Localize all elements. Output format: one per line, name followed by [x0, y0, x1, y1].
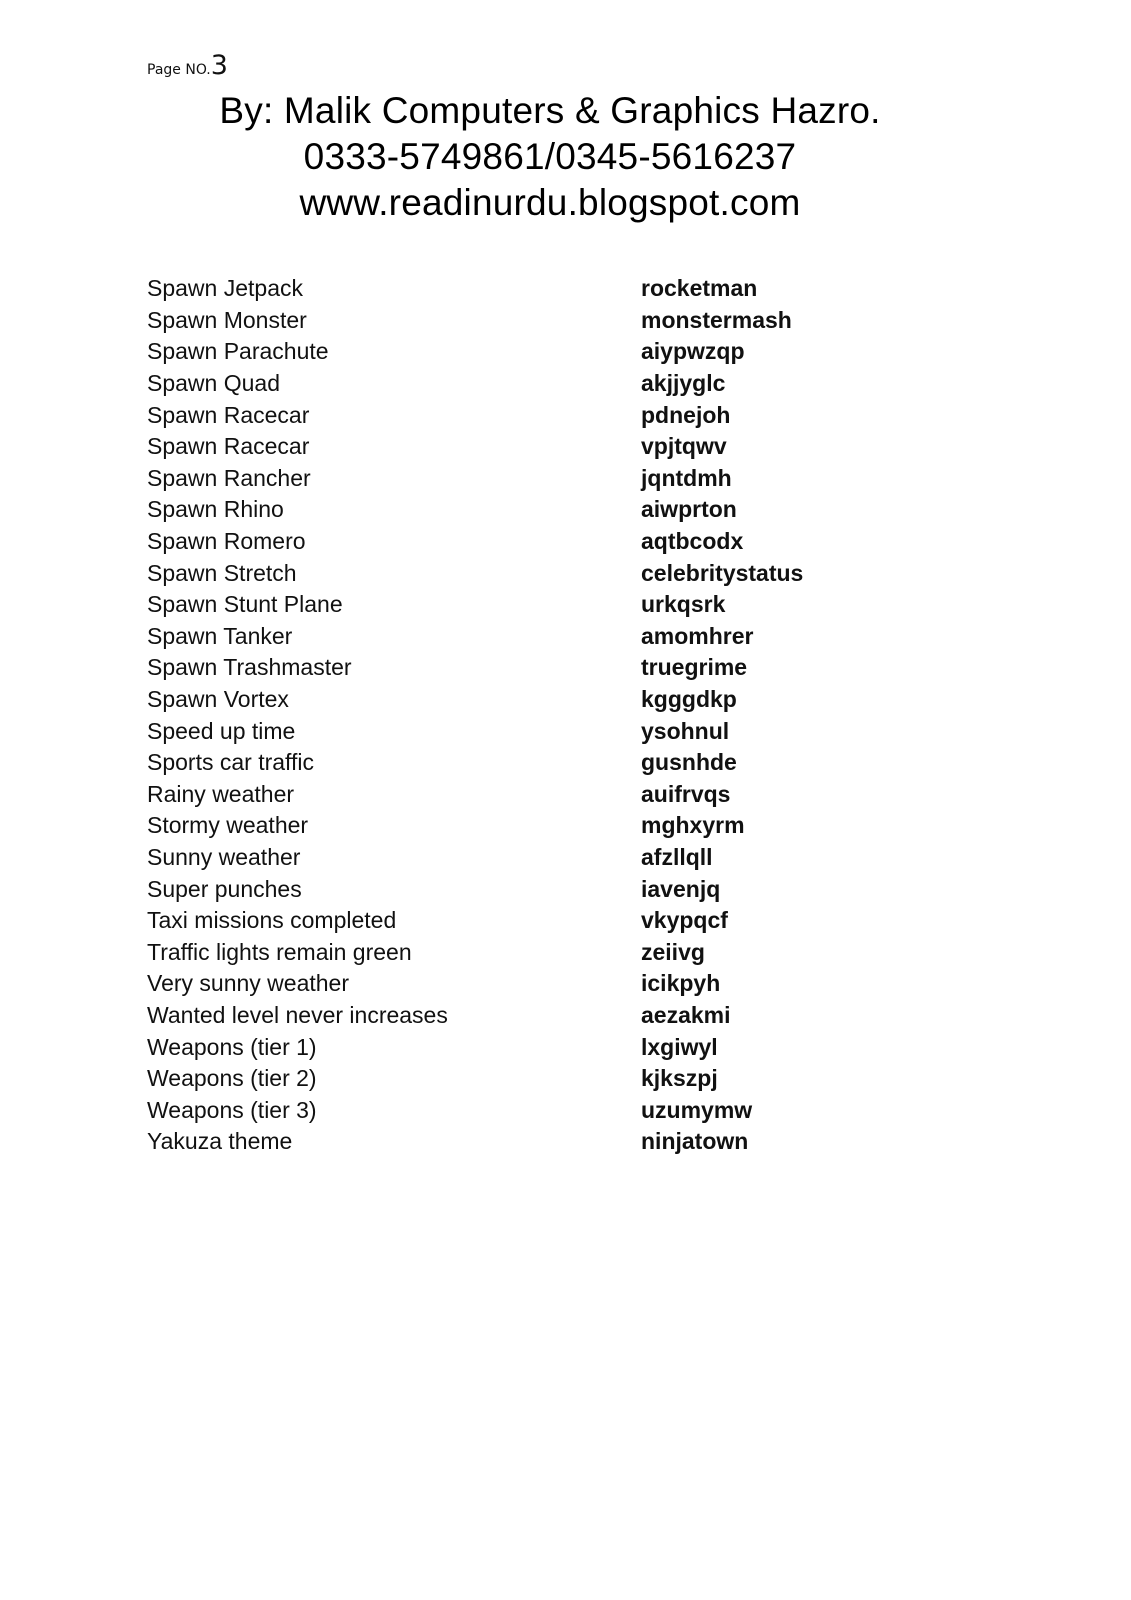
cheat-name: Weapons (tier 2) [147, 1065, 317, 1092]
cheat-row [147, 905, 1047, 937]
cheat-name: Traffic lights remain green [147, 938, 412, 965]
cheat-row [147, 779, 1047, 811]
cheat-row [147, 368, 1047, 400]
cheat-code: rocketman [641, 275, 758, 302]
cheat-row [147, 873, 1047, 905]
cheat-code: icikpyh [641, 970, 721, 997]
cheat-code: ninjatown [641, 1128, 749, 1155]
document-header [0, 88, 1100, 226]
cheat-code: kgggdkp [641, 686, 737, 713]
cheat-row [147, 684, 1047, 716]
cheat-row [147, 621, 1047, 653]
cheat-name: Stormy weather [147, 812, 309, 839]
cheat-name: Very sunny weather [147, 970, 350, 997]
cheat-row [147, 936, 1047, 968]
cheat-row [147, 968, 1047, 1000]
cheat-code: vpjtqwv [641, 433, 727, 460]
cheat-name: Weapons (tier 3) [147, 1096, 317, 1123]
cheat-row [147, 1126, 1047, 1158]
cheat-name: Sunny weather [147, 843, 301, 870]
header-author: By: Malik Computers & Graphics Hazro. [219, 90, 881, 131]
cheat-row [147, 715, 1047, 747]
cheat-code: amomhrer [641, 622, 754, 649]
cheat-code: gusnhde [641, 749, 737, 776]
cheat-name: Weapons (tier 1) [147, 1033, 317, 1060]
cheat-code: vkypqcf [641, 907, 728, 934]
cheat-row [147, 399, 1047, 431]
cheat-code: aiypwzqp [641, 338, 745, 365]
cheat-row [147, 1031, 1047, 1063]
cheat-name: Spawn Vortex [147, 686, 289, 713]
cheat-name: Super punches [147, 875, 302, 902]
cheat-name: Spawn Racecar [147, 401, 310, 428]
cheat-row [147, 652, 1047, 684]
header-website: www.readinurdu.blogspot.com [299, 182, 801, 223]
cheat-code-list [147, 273, 1047, 1158]
page-number-value: 3 [210, 50, 228, 81]
cheat-name: Spawn Stunt Plane [147, 591, 343, 618]
cheat-code: aqtbcodx [641, 528, 744, 555]
cheat-row [147, 842, 1047, 874]
cheat-name: Spawn Rhino [147, 496, 284, 523]
cheat-name: Speed up time [147, 717, 296, 744]
cheat-name: Spawn Quad [147, 370, 280, 397]
cheat-name: Spawn Racecar [147, 433, 310, 460]
cheat-code: aezakmi [641, 1001, 731, 1028]
cheat-code: afzllqll [641, 843, 713, 870]
cheat-name: Rainy weather [147, 780, 295, 807]
cheat-name: Spawn Rancher [147, 464, 311, 491]
cheat-row [147, 810, 1047, 842]
cheat-code: mghxyrm [641, 812, 745, 839]
cheat-code: iavenjq [641, 875, 721, 902]
cheat-row [147, 494, 1047, 526]
cheat-code: auifrvqs [641, 780, 731, 807]
cheat-code: akjjyglc [641, 370, 726, 397]
page-number-label: Page NO. [147, 62, 211, 78]
page-number [147, 52, 228, 79]
cheat-code: uzumymw [641, 1096, 753, 1123]
cheat-name: Yakuza theme [147, 1128, 293, 1155]
cheat-row [147, 747, 1047, 779]
cheat-code: kjkszpj [641, 1065, 718, 1092]
cheat-name: Spawn Stretch [147, 559, 297, 586]
cheat-name: Spawn Parachute [147, 338, 329, 365]
cheat-name: Sports car traffic [147, 749, 315, 776]
cheat-name: Taxi missions completed [147, 907, 397, 934]
cheat-row [147, 557, 1047, 589]
cheat-code: monstermash [641, 306, 792, 333]
cheat-row [147, 431, 1047, 463]
cheat-code: zeiivg [641, 938, 705, 965]
cheat-code: urkqsrk [641, 591, 726, 618]
cheat-row [147, 1000, 1047, 1032]
cheat-name: Spawn Trashmaster [147, 654, 352, 681]
cheat-row [147, 305, 1047, 337]
cheat-row [147, 1063, 1047, 1095]
cheat-name: Wanted level never increases [147, 1001, 448, 1028]
cheat-code: aiwprton [641, 496, 737, 523]
cheat-row [147, 589, 1047, 621]
cheat-code: ysohnul [641, 717, 730, 744]
cheat-name: Spawn Monster [147, 306, 307, 333]
cheat-row [147, 273, 1047, 305]
cheat-code: truegrime [641, 654, 748, 681]
cheat-code: pdnejoh [641, 401, 731, 428]
cheat-name: Spawn Tanker [147, 622, 293, 649]
cheat-code: jqntdmh [641, 464, 732, 491]
header-phone: 0333-5749861/0345-5616237 [303, 136, 797, 177]
cheat-row [147, 1094, 1047, 1126]
cheat-code: celebritystatus [641, 559, 804, 586]
cheat-row [147, 336, 1047, 368]
cheat-code: lxgiwyl [641, 1033, 718, 1060]
cheat-name: Spawn Romero [147, 528, 306, 555]
cheat-name: Spawn Jetpack [147, 275, 303, 302]
cheat-row [147, 526, 1047, 558]
cheat-row [147, 463, 1047, 495]
